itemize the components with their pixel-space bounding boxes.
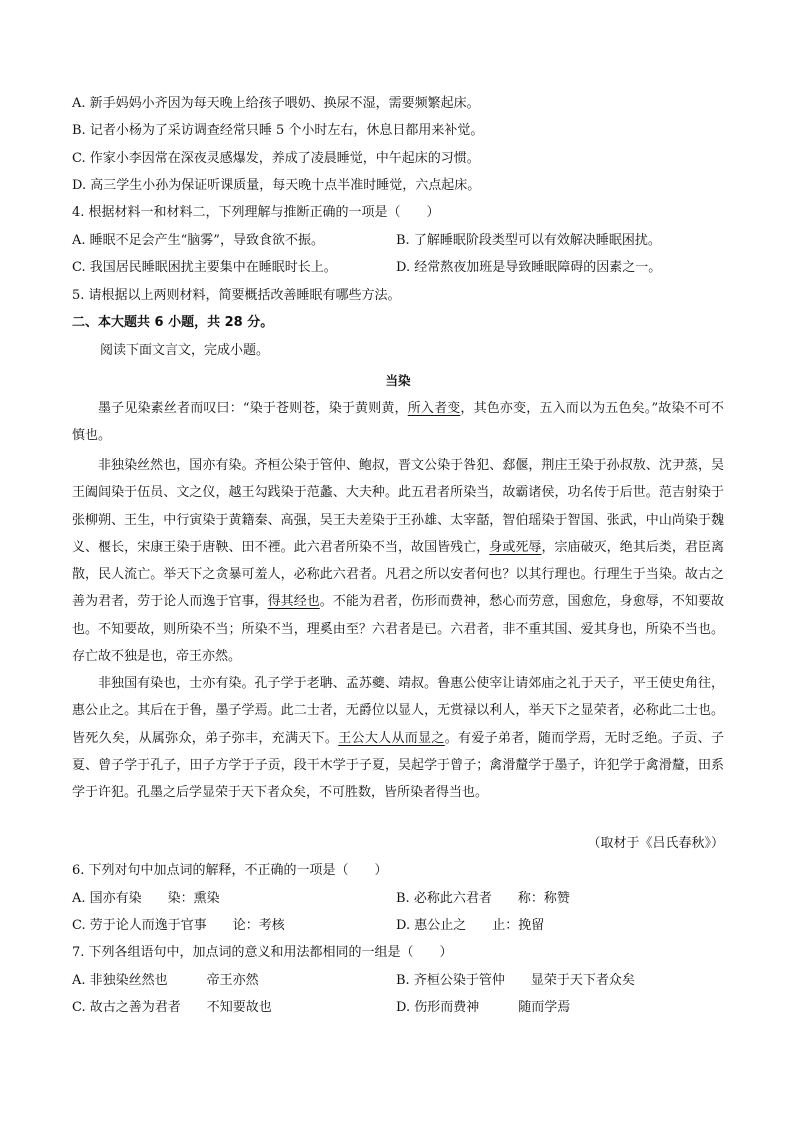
q4-option-d: D. 经常熬夜加班是导致睡眠障碍的因素之一。	[396, 260, 662, 275]
q6-stem: 6. 下列对句中加点词的解释，不正确的一项是（ ）	[72, 863, 388, 878]
q4-stem: 4. 根据材料一和材料二，下列理解与推断正确的一项是（ ）	[72, 205, 440, 220]
q3-option-b: B. 记者小杨为了采访调查经常只睡 5 个小时左右，休息日都用来补觉。	[72, 123, 484, 138]
q3-option-a: A. 新手妈妈小齐因为每天晚上给孩子喂奶、换尿不湿，需要频繁起床。	[72, 96, 480, 111]
p2-text-a: 非独染丝然也，国亦有染。齐桓公染于管仲、鲍叔，晋文公染于咎犯、郄偃，荆庄王染于孙叔敖、沈尹蒸，吴王阖闾染于伍员、文之仪，越王勾践染于范蠡、大夫种。此五君者所染当，故霸诸侯，功名传于后世。范吉射染于张柳朔、王生，中行寅染于黄籍秦、高强，吴王夫差染于王孙雄、太宰嚭，智伯瑶染于智国、张武，中山尚染于魏义、椻长，宋康王染于唐鞅、田不禋。此六君者所染不当，故国皆残亡，	[72, 458, 724, 555]
p1-underlined-phrase: 所入者变	[407, 401, 461, 416]
q6-option-c: C. 劳于论人而逸于官事 论：考核	[72, 918, 285, 933]
q6-option-a: A. 国亦有染 染：熏染	[72, 891, 220, 906]
p2-underlined-phrase-2: 得其经也	[267, 594, 320, 610]
p3-underlined-phrase: 王公大人从而显之	[338, 730, 445, 746]
q7-options-row-2	[72, 998, 724, 1018]
q3-option-c: C. 作家小李因常在深夜灵感爆发，养成了凌晨睡觉，中午起床的习惯。	[72, 151, 480, 166]
p2-text-b: ，宗庙破灭，绝其后类，君臣离散，民人流亡。举天下之贪暴可羞人，必称此六君者。凡君之所以安者何也？以其行理也。行理生于当染。故古之善为君者，劳于论人而逸于官事，	[72, 539, 724, 610]
q3-option-d: D. 高三学生小孙为保证听课质量，每天晚十点半准时睡觉，六点起床。	[72, 178, 481, 193]
q4-options-row-1	[72, 231, 724, 251]
p1-text-a: 墨子见染素丝者而叹曰：“染于苍则苍，染于黄则黄，	[98, 401, 408, 416]
passage-title: 当染	[385, 373, 411, 388]
q5-stem: 5. 请根据以上两则材料，简要概括改善睡眠有哪些方法。	[72, 288, 401, 303]
q6-option-d: D. 惠公止之 止：挽留	[396, 918, 545, 933]
section-heading: 二、本大题共 6 小题，共 28 分。	[72, 315, 274, 330]
p1-text-b: ，其色亦变，五入而以为五色矣。”故染不可不慎也。	[72, 401, 724, 444]
p2-text-c: 。不能为君者，伤形而费神，愁心而劳意，国愈危，身愈辱，不知要故也。不知要故，则所染不当；所染不当，理奚由至？六君者是已。六君者，非不重其国、爱其身也，所染不当也。存亡故不独是也，帝王亦然。	[72, 594, 724, 665]
q4-option-b: B. 了解睡眠阶段类型可以有效解决睡眠困扰。	[396, 233, 661, 248]
section-instruction: 阅读下面文言文，完成小题。	[100, 343, 270, 358]
passage-paragraph-2	[72, 452, 724, 670]
p3-text-a: 非独国有染也，士亦有染。孔子学于老聃、孟苏夔、靖叔。鲁惠公使宰让请郊庙之礼于天子，平王使史角往，惠公止之。其后在于鲁，墨子学焉。此二士者，无爵位以显人，无赏禄以利人，举天下之显荣者，必称此二士也。皆死久矣，从属弥众，弟子弥丰，充满天下。	[72, 676, 724, 746]
p3-text-b: 。有爱子弟者，随而学焉，无时乏绝。子贡、子夏、曾子学于孔子，田子方学于子贡，段干木学于子夏，吴起学于曾子；禽滑釐学于墨子，许犯学于禽滑釐，田系学于许犯。孔墨之后学显荣于天下者众矣，不可胜数，皆所染者得当也。	[72, 730, 724, 801]
q6-options-row-1	[72, 889, 724, 909]
passage-paragraph-3	[72, 670, 724, 806]
q6-option-b: B. 必称此六君者 称：称赞	[396, 891, 570, 906]
q7-option-a: A. 非独染丝然也 帝王亦然	[72, 973, 259, 988]
q7-option-c: C. 故古之善为君者 不知要故也	[72, 1000, 272, 1015]
p2-underlined-phrase-1: 身或死辱	[489, 539, 542, 555]
q4-options-row-2	[72, 258, 724, 278]
q7-option-d: D. 伤形而费神 随而学焉	[396, 1000, 571, 1015]
passage-paragraph-1	[72, 395, 724, 450]
q4-option-a: A. 睡眠不足会产生“脑雾”，导致食欲不振。	[72, 233, 324, 248]
q7-option-b: B. 齐桓公染于管仲 显荣于天下者众矣	[396, 973, 635, 988]
q7-options-row-1	[72, 971, 724, 991]
passage-source: （取材于《吕氏春秋》）	[587, 836, 724, 851]
q4-option-c: C. 我国居民睡眠困扰主要集中在睡眠时长上。	[72, 260, 337, 275]
q7-stem: 7. 下列各组语句中，加点词的意义和用法都相同的一组是（ ）	[72, 945, 453, 960]
q6-options-row-2	[72, 916, 724, 936]
